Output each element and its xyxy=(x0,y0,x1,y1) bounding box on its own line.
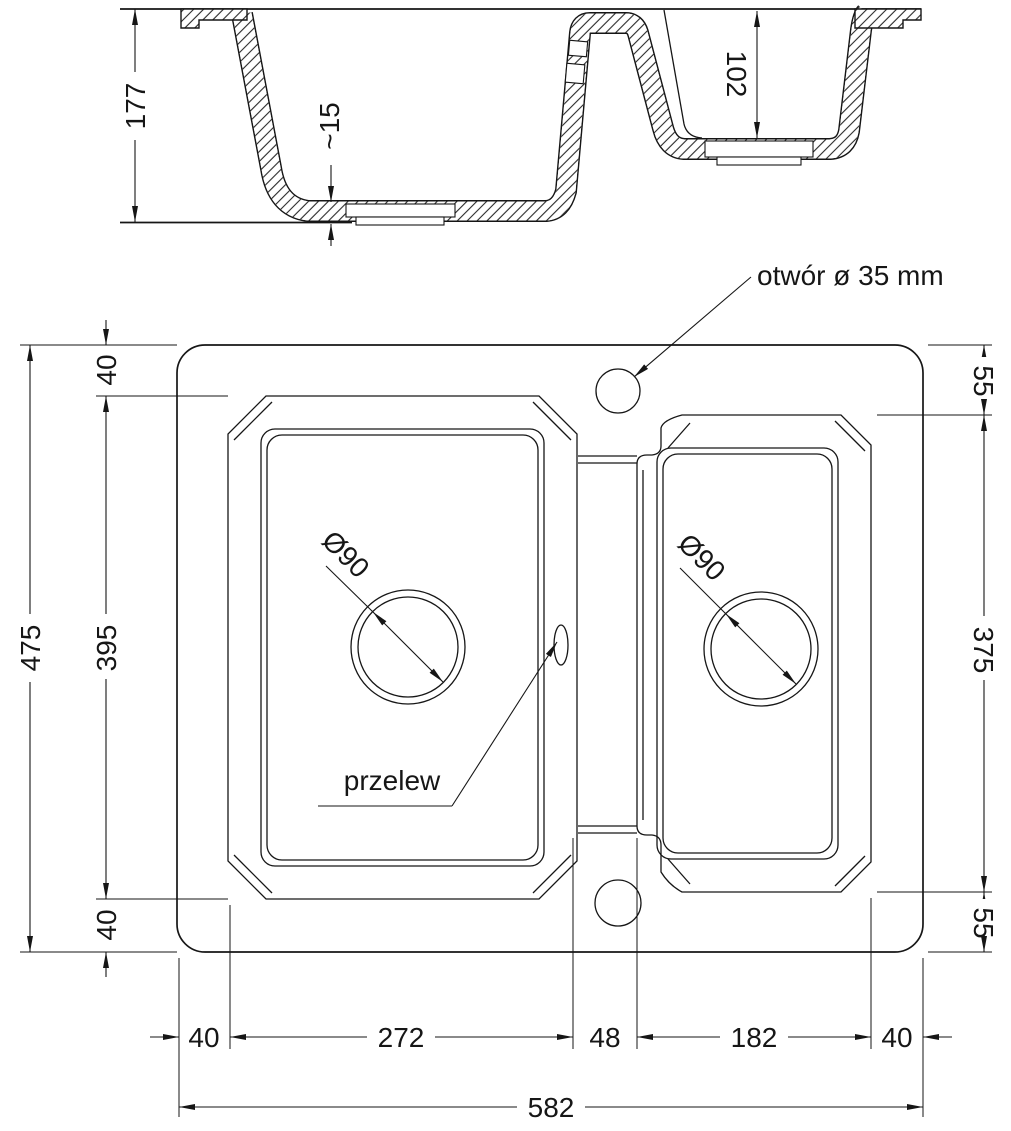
overflow-label: przelew xyxy=(343,765,441,796)
dims-right xyxy=(877,345,999,952)
dim-w-bowl-left-text: 272 xyxy=(377,1021,425,1053)
section-view xyxy=(120,9,921,246)
dim-w-divider-text: 48 xyxy=(589,1021,621,1053)
dim-drain-left xyxy=(316,525,443,682)
faucet-hole-label: otwór ø 35 mm xyxy=(757,260,944,291)
dim-right-margin-top-text: 55 xyxy=(968,365,1000,397)
dim-margin-top-text: 40 xyxy=(90,354,122,386)
divider-channel xyxy=(578,456,637,833)
dim-w-total-text: 582 xyxy=(527,1091,575,1123)
overflow-gap-1 xyxy=(568,40,587,57)
left-drain-recess xyxy=(346,204,455,217)
dim-w-margin-left-text: 40 xyxy=(188,1021,220,1053)
dim-bowl-height-text: 395 xyxy=(90,624,122,672)
dim-right-bowl-height-text: 375 xyxy=(968,626,1000,674)
dim-drain-right xyxy=(672,528,796,684)
overflow-hole xyxy=(554,625,568,665)
dims-bottom xyxy=(150,838,952,1123)
faucet-hole xyxy=(596,369,640,413)
dim-depth-small-text: 102 xyxy=(721,50,753,98)
dim-depth-total-text: 177 xyxy=(119,82,151,130)
dim-depth-total xyxy=(120,9,151,222)
dim-depth-small xyxy=(721,11,757,138)
right-flange xyxy=(855,9,921,28)
bottom-accessory-hole xyxy=(595,880,641,926)
dim-w-bowl-right-text: 182 xyxy=(730,1021,778,1053)
dim-margin-bottom-text: 40 xyxy=(90,909,122,941)
dim-right-margin-bottom-text: 55 xyxy=(968,907,1000,939)
faucet-hole-label-group xyxy=(634,260,944,377)
dim-drain-left-text: Ø90 xyxy=(316,524,376,584)
dim-floor-text: ~15 xyxy=(313,102,345,150)
left-bowl xyxy=(228,396,577,899)
dims-left xyxy=(15,320,228,977)
dim-w-margin-right-text: 40 xyxy=(881,1021,913,1053)
dim-drain-right-text: Ø90 xyxy=(672,527,732,587)
dim-height-total-text: 475 xyxy=(14,624,46,672)
plan-view xyxy=(15,260,999,1123)
overflow-gap-2 xyxy=(565,63,585,83)
left-drain-recess-lip xyxy=(356,217,444,225)
right-bowl xyxy=(637,415,871,892)
right-drain-recess xyxy=(705,141,813,157)
right-drain-recess-lip xyxy=(717,157,801,165)
